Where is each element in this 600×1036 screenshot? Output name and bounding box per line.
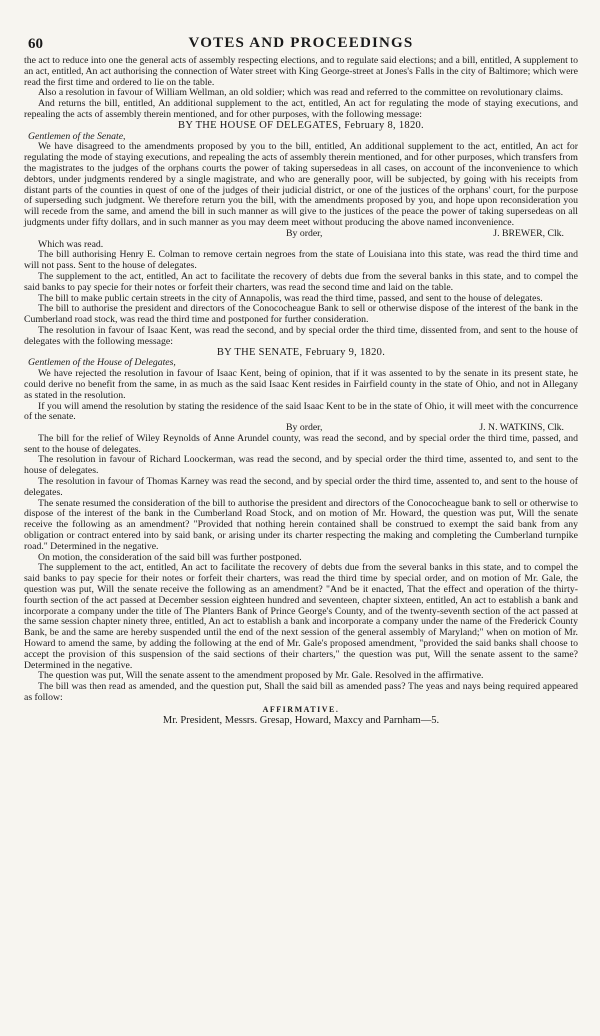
paragraph: The bill authorising Henry E. Colman to remove certain negroes from the state of Louisiana into this state, was read the third time and will not pass. Sent to the house of delegates. xyxy=(24,249,578,272)
message-heading: BY THE HOUSE OF DELEGATES, February 8, 1820. xyxy=(178,119,424,131)
paragraph: On motion, the consideration of the said bill was further postponed. xyxy=(38,551,302,563)
page-number: 60 xyxy=(28,36,43,52)
paragraph: And returns the bill, entitled, An additional supplement to the act, entitled, An act for regulating the mode of staying executions, and repealing the acts of assembly therein mentioned, and for other purposes, with the following message: xyxy=(24,98,578,120)
paragraph: the act to reduce into one the general acts of assembly respecting elections, and to regulate said elections; and a bill, entitled, A supplement to an act, entitled, An act authorising the connection of Water street with King George-street at Jones's Falls in the city of Baltimore; which were read the first time and ordered to lie on the table. xyxy=(24,55,578,88)
document-body xyxy=(24,56,578,726)
paragraph: Also a resolution in favour of William Wellman, an old soldier; which was read and referred to the committee on revolutionary claims. xyxy=(38,87,564,99)
paragraph: The resolution in favour of Thomas Karney was read the second, and by special order the third time, assented to, and sent to the house of delegates. xyxy=(24,476,578,498)
vote-roll: Mr. President, Messrs. Gresap, Howard, Maxcy and Parnham—5. xyxy=(162,714,440,726)
running-head: VOTES AND PROCEEDINGS xyxy=(188,35,414,51)
by-order: By order, xyxy=(286,422,323,434)
page-header xyxy=(24,32,578,54)
paragraph: The resolution in favour of Richard Loockerman, was read the second, and by special order the third time, assented to, and sent to the house of delegates. xyxy=(24,454,578,477)
paragraph: Which was read. xyxy=(38,238,104,250)
salutation: Gentlemen of the House of Delegates, xyxy=(28,357,176,369)
paragraph: The bill to authorise the president and directors of the Conococheague Bank to sell or otherwise dispose of the interest of the bank in the Cumberland road stock, was read the third time and postponed for further consideration. xyxy=(24,303,578,326)
clerk-name: J. BREWER, Clk. xyxy=(493,227,564,239)
paragraph: We have rejected the resolution in favour of Isaac Kent, being of opinion, that if it was assented to by the senate in its present state, he could derive no benefit from the same, in as much as the said Isaac Kent resides in Fairfield county in the state of Ohio, and not in Allegany as stated in the resolution. xyxy=(24,368,578,401)
paragraph: The question was put, Will the senate assent to the amendment proposed by Mr. Gale. Resolved in the affirmative. xyxy=(38,670,484,682)
paragraph: The bill to make public certain streets in the city of Annapolis, was read the third time, passed, and sent to the house of delegates. xyxy=(38,292,543,304)
message-heading: BY THE SENATE, February 9, 1820. xyxy=(216,346,386,358)
paragraph: The supplement to the act, entitled, An act to facilitate the recovery of debts due from the several banks in this state, and to compel the said banks to pay specie for their notes or forfeit their charters, was read the third time by special order, and on motion of Mr. Gale, the question was put, Will the senate receive the following as an amendment? "And be it enacted, That the effect and operation of the thirty-fourth section of the act passed at December session eighteen hundred and seventeen, chapter sixteen, entitled, An act to establish a bank and incorporate a company under the title of The Planters Bank of Prince George's County, and of the twenty-seventh section of the act passed at the same session chapter ninety three, entitled, An act to establish a bank and incorporate a company under the name of the Frederick County Bank, be and the same are hereby suspended until the end of the next session of the general assembly of Maryland;" when on motion of Mr. Howard to amend the same, by adding the following at the end of Mr. Gale's proposed amendment, "provided the said banks shall choose to accept the provision of this suspension of the said sections of their charters," the question was put, Will the senate assent to the same? Determined in the negative. xyxy=(24,562,578,671)
vote-heading: AFFIRMATIVE. xyxy=(262,704,340,714)
paragraph: The bill was then read as amended, and the question put, Shall the said bill as amended pass? The yeas and nays being required appeared as follow: xyxy=(24,681,578,704)
paragraph: The senate resumed the consideration of the bill to authorise the president and directors of the Conococheague bank to sell or otherwise to dispose of the interest of the bank in the Cumberland Road Stock, and on motion of Mr. Howard, the question was put, Will the senate receive the following as an amendment? "Provided that nothing herein contained shall be construed to exempt the said bank from any obligation or contract entered into by said bank, or arising under its charter respecting the making and completing the Cumberland turnpike road." Determined in the negative. xyxy=(24,497,578,552)
paragraph: The bill for the relief of Wiley Reynolds of Anne Arundel county, was read the second, and by special order the third time, passed, and sent to the house of delegates. xyxy=(24,432,578,455)
salutation: Gentlemen of the Senate, xyxy=(28,130,126,142)
clerk-name: J. N. WATKINS, Clk. xyxy=(479,422,564,434)
signature-line xyxy=(24,229,578,240)
paragraph: If you will amend the resolution by stating the residence of the said Isaac Kent to be in the state of Ohio, it will meet with the concurrence of the senate. xyxy=(24,400,578,423)
paragraph: We have disagreed to the amendments proposed by you to the bill, entitled, An additional supplement to the act, entitled, An act for regulating the mode of staying executions, and repealing the acts of assembly therein mentioned, and for other purposes, which transfers from the magistrates to the judges of the orphans courts the power of taking supersedeas in all cases, on account of the inconvenience to which debtors, under judgments rendered by a single magistrate, and who are generally poor, will be subjected, by going with his receipts from distant parts of the counties in quest of one of the judges of their judicial district, or one of the justices of the orphans' court, for the purpose of superseding such judgment. We therefore return you the bill, with the amendments proposed by you, and hope upon reconsideration you will recede from the same, and amend the bill in such manner as will give to the justices of the peace the power of taking supersedeas on all judgments under fifty dollars, and in such manner as you may deem meet without producing the above named inconvenience. xyxy=(24,141,578,228)
paragraph: The supplement to the act, entitled, An act to facilitate the recovery of debts due from the several banks in this state, and to compel the said banks to pay specie for their notes or forfeit their charters, was read the second time and laid on the table. xyxy=(24,270,578,293)
by-order: By order, xyxy=(286,227,323,239)
paragraph: The resolution in favour of Isaac Kent, was read the second, and by special order the third time, dissented from, and sent to the house of delegates with the following message: xyxy=(24,324,578,347)
